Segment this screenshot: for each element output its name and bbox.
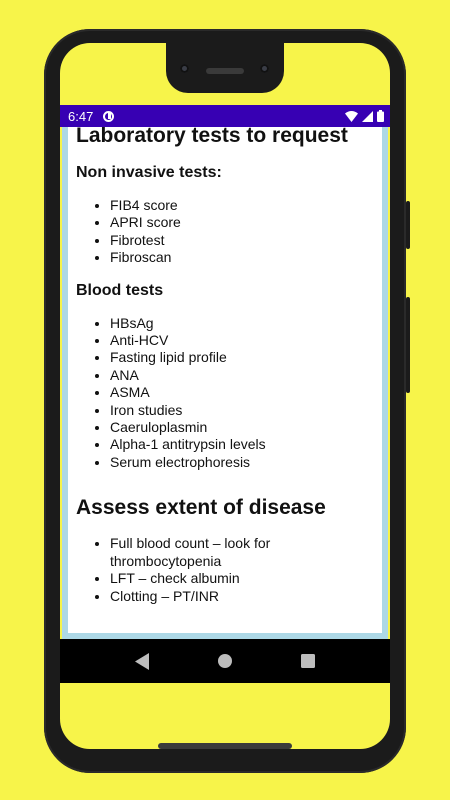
status-bar [60, 105, 390, 127]
list-item: • Iron studies [110, 402, 382, 419]
phone-screen [60, 43, 390, 749]
home-icon[interactable] [217, 653, 233, 669]
blood-tests-list [76, 315, 382, 472]
subheading-blood-tests: Blood tests [76, 281, 164, 299]
volume-button [406, 297, 410, 393]
signal-icon [362, 111, 373, 122]
list-item: • FIB4 score [110, 197, 382, 214]
list-item: • ANA [110, 367, 382, 384]
status-icons [345, 110, 384, 122]
wifi-icon [345, 111, 358, 122]
power-button [406, 201, 410, 249]
list-item: • Fibrotest [110, 232, 382, 249]
list-item: • ASMA [110, 384, 382, 401]
assess-extent-list [76, 535, 382, 605]
recents-icon[interactable] [301, 654, 315, 668]
back-icon[interactable] [134, 653, 150, 670]
list-item: • Fasting lipid profile [110, 349, 382, 366]
list-item: • APRI score [110, 214, 382, 231]
navigation-bar [60, 639, 390, 683]
list-item: • Fibroscan [110, 249, 382, 266]
heading-assess-extent: Assess extent of disease [76, 496, 326, 520]
app-notification-icon [103, 111, 114, 122]
status-time: 6:47 [68, 108, 94, 124]
bottom-speaker-grille [158, 743, 292, 749]
notch [166, 43, 284, 93]
battery-icon [377, 110, 384, 122]
front-camera-icon [180, 64, 189, 73]
list-item: • Clotting – PT/INR [110, 588, 382, 605]
list-item: • Alpha-1 antitrypsin levels [110, 436, 382, 453]
phone-frame [44, 29, 406, 773]
earpiece-speaker [206, 68, 244, 74]
list-item: • Anti-HCV [110, 332, 382, 349]
heading-laboratory-tests: Laboratory tests to request [76, 127, 348, 147]
content-card[interactable] [68, 127, 382, 633]
list-item: • Serum electrophoresis [110, 454, 382, 471]
sensor-icon [260, 64, 269, 73]
content-frame [62, 127, 388, 639]
non-invasive-list [76, 197, 382, 267]
list-item: • LFT – check albumin [110, 570, 382, 587]
list-item: • Full blood count – look for thrombocytopenia [110, 535, 382, 570]
list-item: • HBsAg [110, 315, 382, 332]
subheading-non-invasive: Non invasive tests: [76, 164, 222, 181]
list-item: • Caeruloplasmin [110, 419, 382, 436]
